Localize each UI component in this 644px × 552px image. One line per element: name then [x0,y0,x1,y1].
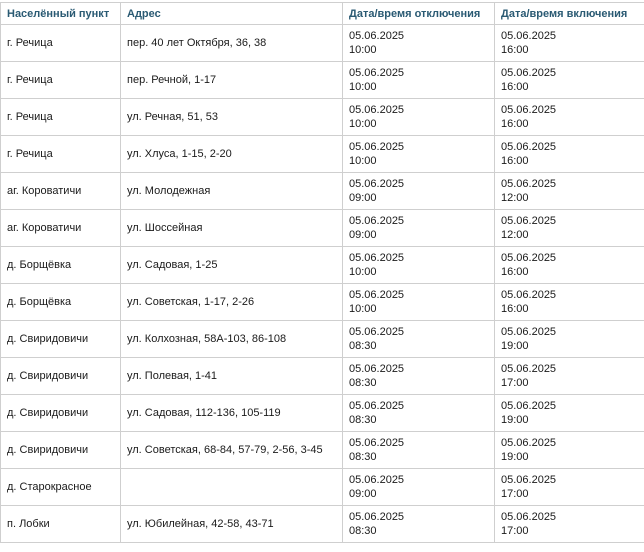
cell-locality: аг. Короватичи [1,173,121,210]
off-time: 08:30 [349,376,488,390]
on-date: 05.06.2025 [501,29,638,43]
cell-on-datetime [495,432,644,469]
on-date: 05.06.2025 [501,66,638,80]
cell-address: ул. Колхозная, 58А-103, 86-108 [121,321,343,358]
cell-locality: г. Речица [1,99,121,136]
table-row [1,358,644,395]
table-row [1,506,644,543]
cell-address: ул. Советская, 1-17, 2-26 [121,284,343,321]
off-date: 05.06.2025 [349,473,488,487]
on-date: 05.06.2025 [501,362,638,376]
on-date: 05.06.2025 [501,510,638,524]
cell-locality: д. Свиридовичи [1,432,121,469]
off-time: 08:30 [349,450,488,464]
table-row [1,136,644,173]
on-date: 05.06.2025 [501,251,638,265]
cell-on-datetime [495,284,644,321]
cell-on-datetime [495,62,644,99]
cell-off-datetime [343,358,495,395]
off-date: 05.06.2025 [349,362,488,376]
on-date: 05.06.2025 [501,140,638,154]
off-date: 05.06.2025 [349,214,488,228]
table-row [1,469,644,506]
table-header [1,3,644,25]
on-date: 05.06.2025 [501,473,638,487]
cell-locality: д. Свиридовичи [1,321,121,358]
on-time: 16:00 [501,117,638,131]
cell-on-datetime [495,358,644,395]
on-time: 16:00 [501,302,638,316]
cell-on-datetime [495,136,644,173]
table-row [1,62,644,99]
cell-off-datetime [343,99,495,136]
cell-locality: п. Лобки [1,506,121,543]
off-time: 09:00 [349,487,488,501]
off-time: 10:00 [349,80,488,94]
on-date: 05.06.2025 [501,325,638,339]
on-time: 16:00 [501,80,638,94]
off-time: 09:00 [349,228,488,242]
off-time: 08:30 [349,524,488,538]
cell-off-datetime [343,210,495,247]
off-time: 08:30 [349,413,488,427]
off-date: 05.06.2025 [349,177,488,191]
off-time: 08:30 [349,339,488,353]
on-time: 19:00 [501,413,638,427]
on-time: 19:00 [501,339,638,353]
cell-on-datetime [495,173,644,210]
cell-on-datetime [495,469,644,506]
cell-on-datetime [495,247,644,284]
off-date: 05.06.2025 [349,436,488,450]
cell-off-datetime [343,506,495,543]
cell-off-datetime [343,395,495,432]
off-date: 05.06.2025 [349,251,488,265]
header-off-datetime: Дата/время отключения [343,3,495,25]
cell-address: ул. Молодежная [121,173,343,210]
cell-off-datetime [343,284,495,321]
on-date: 05.06.2025 [501,177,638,191]
cell-off-datetime [343,247,495,284]
table-row [1,432,644,469]
cell-address: ул. Садовая, 1-25 [121,247,343,284]
table-row [1,210,644,247]
on-time: 16:00 [501,43,638,57]
cell-locality: д. Борщёвка [1,284,121,321]
header-row [1,3,644,25]
cell-on-datetime [495,321,644,358]
off-date: 05.06.2025 [349,66,488,80]
cell-off-datetime [343,432,495,469]
table-row [1,284,644,321]
off-date: 05.06.2025 [349,29,488,43]
off-date: 05.06.2025 [349,288,488,302]
table-row [1,173,644,210]
on-time: 12:00 [501,228,638,242]
on-time: 12:00 [501,191,638,205]
cell-locality: д. Свиридовичи [1,358,121,395]
off-date: 05.06.2025 [349,399,488,413]
on-date: 05.06.2025 [501,214,638,228]
cell-address: ул. Садовая, 112-136, 105-119 [121,395,343,432]
off-time: 10:00 [349,265,488,279]
on-date: 05.06.2025 [501,399,638,413]
on-date: 05.06.2025 [501,103,638,117]
header-on-datetime: Дата/время включения [495,3,644,25]
cell-address: ул. Хлуса, 1-15, 2-20 [121,136,343,173]
cell-address: пер. 40 лет Октября, 36, 38 [121,25,343,62]
on-time: 17:00 [501,376,638,390]
off-time: 10:00 [349,154,488,168]
cell-address: ул. Шоссейная [121,210,343,247]
cell-on-datetime [495,506,644,543]
table-row [1,321,644,358]
off-date: 05.06.2025 [349,510,488,524]
cell-off-datetime [343,25,495,62]
off-date: 05.06.2025 [349,325,488,339]
cell-address: ул. Советская, 68-84, 57-79, 2-56, 3-45 [121,432,343,469]
table-row [1,247,644,284]
cell-off-datetime [343,136,495,173]
table-row [1,25,644,62]
cell-address: ул. Юбилейная, 42-58, 43-71 [121,506,343,543]
cell-address: ул. Речная, 51, 53 [121,99,343,136]
off-time: 10:00 [349,43,488,57]
cell-address: пер. Речной, 1-17 [121,62,343,99]
cell-on-datetime [495,395,644,432]
off-date: 05.06.2025 [349,140,488,154]
on-time: 17:00 [501,524,638,538]
on-time: 16:00 [501,154,638,168]
table-row [1,395,644,432]
on-time: 19:00 [501,450,638,464]
on-time: 16:00 [501,265,638,279]
cell-locality: д. Борщёвка [1,247,121,284]
on-date: 05.06.2025 [501,436,638,450]
cell-on-datetime [495,25,644,62]
on-date: 05.06.2025 [501,288,638,302]
outage-schedule-table [0,2,644,543]
off-time: 09:00 [349,191,488,205]
header-locality: Населённый пункт [1,3,121,25]
cell-off-datetime [343,321,495,358]
cell-off-datetime [343,62,495,99]
off-date: 05.06.2025 [349,103,488,117]
cell-off-datetime [343,469,495,506]
cell-locality: аг. Короватичи [1,210,121,247]
cell-locality: д. Свиридовичи [1,395,121,432]
cell-locality: г. Речица [1,62,121,99]
off-time: 10:00 [349,117,488,131]
off-time: 10:00 [349,302,488,316]
on-time: 17:00 [501,487,638,501]
cell-address: ул. Полевая, 1-41 [121,358,343,395]
cell-locality: г. Речица [1,136,121,173]
cell-off-datetime [343,173,495,210]
cell-locality: д. Старокрасное [1,469,121,506]
header-address: Адрес [121,3,343,25]
table-body [1,25,644,543]
cell-on-datetime [495,210,644,247]
cell-locality: г. Речица [1,25,121,62]
cell-on-datetime [495,99,644,136]
table-row [1,99,644,136]
cell-address [121,469,343,506]
